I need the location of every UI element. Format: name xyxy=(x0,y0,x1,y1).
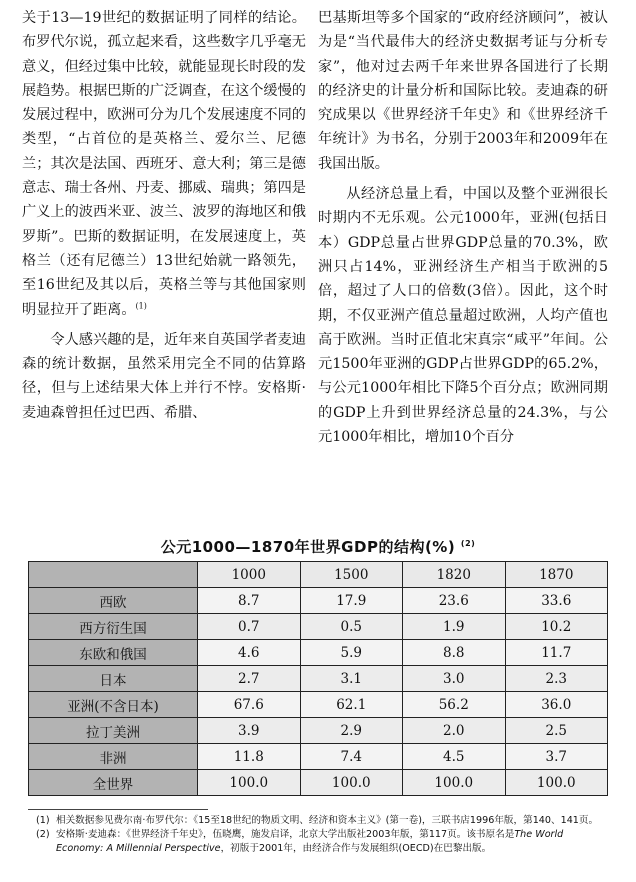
table-cell: 4.6 xyxy=(198,640,301,666)
table-cell: 2.0 xyxy=(403,718,506,744)
table-cell: 17.9 xyxy=(300,588,403,614)
paragraph: 关于13—19世纪的数据证明了同样的结论。布罗代尔说，孤立起来看，这些数字几乎毫无意义，但经过集中比较，就能显现长时段的发展趋势。根据巴斯的广泛调查，在这个缓慢的发展过程中，欧洲可分为几个发展速度不同的类型，“占首位的是英格兰、爱尔兰、尼德兰；其次是法国、西班牙、意大利；第三是德意志、瑞士各州、丹麦、挪威、瑞典；第四是广义上的波西米亚、波兰、波罗的海地区和俄罗斯”。巴斯的数据证明，在发展速度上，英格兰（还有尼德兰）13世纪始就一路领先，至16世纪及其以后，英格兰等与其他国家则明显拉开了距离。$^{(1)}$ xyxy=(22,10,306,318)
table-cell: 5.9 xyxy=(300,640,403,666)
table-corner-cell xyxy=(29,562,198,588)
column-header: 1870 xyxy=(505,562,608,588)
table-cell: 2.5 xyxy=(505,718,608,744)
table-row xyxy=(29,744,608,770)
table-cell: 100.0 xyxy=(198,770,301,796)
table-cell: 10.2 xyxy=(505,614,608,640)
footnote-number: (1) xyxy=(36,815,50,826)
gdp-structure-table xyxy=(28,561,608,796)
column-header: 1500 xyxy=(300,562,403,588)
footnote-text: 安格斯·麦迪森：《世界经济千年史》，伍晓鹰，施发启译，北京大学出版社2003年版，第117页。该书原名是The World Economy: A Millennial Perspective，初版于2001年，由经济合作与发展组织(OECD)在巴黎出版。 xyxy=(56,829,564,854)
paragraph: 令人感兴趣的是，近年来自英国学者麦迪森的统计数据，虽然采用完全不同的估算路径，但与上述结果大体上并行不悖。安格斯·麦迪森曾担任过巴西、希腊、 xyxy=(22,331,306,421)
table-cell: 33.6 xyxy=(505,588,608,614)
footnote-divider xyxy=(28,809,208,810)
footnotes xyxy=(36,814,602,856)
column-header: 1000 xyxy=(198,562,301,588)
paragraph: 从经济总量上看，中国以及整个亚洲很长时期内不无乐观。公元1000年，亚洲(包括日本）GDP总量占世界GDP总量的70.3%，欧洲只占14%，亚洲经济生产相当于欧洲的5倍，超过了人口的倍数(3倍）。因此，这个时期，不仅亚洲产值总量超过欧洲，人均产值也高于欧洲。当时正值北宋真宗“咸平”年间。公元1500年亚洲的GDP占世界GDP的65.2%，与公元1000年相比下降5个百分点；欧洲同期的GDP上升到世界经济总量的24.3%，与公元1000年相比，增加10个百分 xyxy=(318,186,608,446)
row-header: 东欧和俄国 xyxy=(29,640,198,666)
table-cell: 62.1 xyxy=(300,692,403,718)
table-row xyxy=(29,718,608,744)
table-cell: 3.9 xyxy=(198,718,301,744)
table-cell: 1.9 xyxy=(403,614,506,640)
book-title-en: The World Economy: A Millennial Perspective xyxy=(56,829,564,854)
right-text-column xyxy=(318,6,608,449)
table-row xyxy=(29,770,608,796)
table-row xyxy=(29,640,608,666)
table-title: 公元1000—1870年世界GDP的结构(%) $^{(2)}$ xyxy=(160,538,476,556)
footnote-ref[interactable]: (1) xyxy=(135,300,147,310)
table-cell: 8.7 xyxy=(198,588,301,614)
footnote xyxy=(36,828,602,856)
left-text-column xyxy=(22,6,306,425)
table-cell: 3.1 xyxy=(300,666,403,692)
row-header: 全世界 xyxy=(29,770,198,796)
table-cell: 2.3 xyxy=(505,666,608,692)
table-row xyxy=(29,666,608,692)
footnote-text: 相关数据参见费尔南·布罗代尔：《15至18世纪的物质文明、经济和资本主义》(第一卷)，三联书店1996年版，第140、141页。 xyxy=(56,815,599,826)
table-row xyxy=(29,614,608,640)
row-header: 日本 xyxy=(29,666,198,692)
table-cell: 36.0 xyxy=(505,692,608,718)
table-cell: 3.0 xyxy=(403,666,506,692)
table-cell: 4.5 xyxy=(403,744,506,770)
table-cell: 100.0 xyxy=(505,770,608,796)
table-cell: 0.7 xyxy=(198,614,301,640)
row-header: 非洲 xyxy=(29,744,198,770)
table-header-row xyxy=(29,562,608,588)
footnote-ref[interactable]: (2) xyxy=(460,539,476,548)
paragraph: 巴基斯坦等多个国家的“政府经济顾问”，被认为是“当代最伟大的经济史数据考证与分析专家”，他对过去两千年来世界各国进行了长期的经济史的计量分析和国际比较。麦迪森的研究成果以《世界经济千年史》和《世界经济千年统计》为书名，分别于2003年和2009年在我国出版。 xyxy=(318,10,608,172)
table-cell: 100.0 xyxy=(300,770,403,796)
footnote-number: (2) xyxy=(36,829,50,840)
table-cell: 23.6 xyxy=(403,588,506,614)
row-header: 西欧 xyxy=(29,588,198,614)
table-cell: 2.9 xyxy=(300,718,403,744)
table-row xyxy=(29,588,608,614)
table-cell: 3.7 xyxy=(505,744,608,770)
table-cell: 0.5 xyxy=(300,614,403,640)
row-header: 拉丁美洲 xyxy=(29,718,198,744)
row-header: 西方衍生国 xyxy=(29,614,198,640)
footnote xyxy=(36,814,602,828)
table-cell: 8.8 xyxy=(403,640,506,666)
table-cell: 56.2 xyxy=(403,692,506,718)
table-cell: 11.7 xyxy=(505,640,608,666)
table-cell: 7.4 xyxy=(300,744,403,770)
table-cell: 100.0 xyxy=(403,770,506,796)
table-cell: 11.8 xyxy=(198,744,301,770)
table-cell: 67.6 xyxy=(198,692,301,718)
table-cell: 2.7 xyxy=(198,666,301,692)
column-header: 1820 xyxy=(403,562,506,588)
row-header: 亚洲(不含日本) xyxy=(29,692,198,718)
table-row xyxy=(29,692,608,718)
